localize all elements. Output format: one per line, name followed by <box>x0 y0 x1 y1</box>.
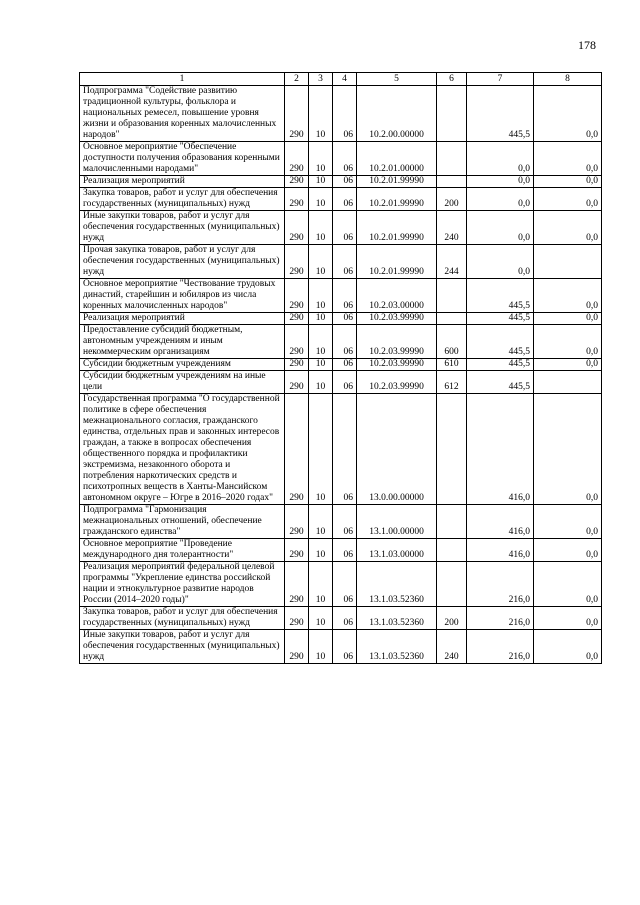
item-name-cell: Субсидии бюджетным учреждениям на иные цели <box>80 371 285 394</box>
expense-type-cell: 612 <box>437 371 467 394</box>
admin-code-cell: 290 <box>285 394 309 505</box>
amount-cell: 0,0 <box>534 279 602 313</box>
amount-cell: 0,0 <box>467 245 534 279</box>
table-row <box>80 539 602 562</box>
item-name-cell: Основное мероприятие "Чествование трудовых династий, старейшин и юбиляров из числа коренных малочисленных народов" <box>80 279 285 313</box>
target-article-cell: 10.2.01.99990 <box>357 245 437 279</box>
admin-code-cell: 290 <box>285 371 309 394</box>
target-article-cell: 13.0.00.00000 <box>357 394 437 505</box>
expense-type-cell: 240 <box>437 630 467 664</box>
admin-code-cell: 290 <box>285 245 309 279</box>
subsection-code-cell: 06 <box>333 142 357 176</box>
target-article-cell: 13.1.03.00000 <box>357 539 437 562</box>
section-code-cell: 10 <box>309 313 333 325</box>
item-name-cell: Закупка товаров, работ и услуг для обеспечения государственных (муниципальных) нужд <box>80 607 285 630</box>
expense-type-cell: 200 <box>437 607 467 630</box>
amount-cell: 0,0 <box>534 607 602 630</box>
item-name-cell: Основное мероприятие "Проведение международного дня толерантности" <box>80 539 285 562</box>
item-name-cell: Реализация мероприятий <box>80 176 285 188</box>
amount-cell: 0,0 <box>534 562 602 607</box>
expense-type-cell: 200 <box>437 188 467 211</box>
admin-code-cell: 290 <box>285 313 309 325</box>
expense-type-cell: 610 <box>437 359 467 371</box>
target-article-cell: 10.2.03.99990 <box>357 371 437 394</box>
amount-cell: 0,0 <box>467 176 534 188</box>
subsection-code-cell: 06 <box>333 211 357 245</box>
section-code-cell: 10 <box>309 607 333 630</box>
amount-cell: 0,0 <box>534 176 602 188</box>
budget-table <box>79 72 602 664</box>
section-code-cell: 10 <box>309 176 333 188</box>
admin-code-cell: 290 <box>285 562 309 607</box>
section-code-cell: 10 <box>309 325 333 359</box>
section-code-cell: 10 <box>309 539 333 562</box>
item-name-cell: Реализация мероприятий федеральной целевой программы "Укрепление единства российской нации и этнокультурное развитие народов России (2014–2020 годы)" <box>80 562 285 607</box>
admin-code-cell: 290 <box>285 86 309 142</box>
subsection-code-cell: 06 <box>333 86 357 142</box>
item-name-cell: Государственная программа "О государственной политике в сфере обеспечения межнационального согласия, гражданского единства, отдельных прав и законных интересов граждан, а также в вопросах обеспечения общественного порядка и профилактики экстремизма, незаконного оборота и потребления наркотических средств и психотропных веществ в Ханты-Мансийском автономном округе – Югре в 2016–2020 годах" <box>80 394 285 505</box>
section-code-cell: 10 <box>309 359 333 371</box>
expense-type-cell: 600 <box>437 325 467 359</box>
table-row <box>80 371 602 394</box>
table-row <box>80 176 602 188</box>
amount-cell <box>534 371 602 394</box>
target-article-cell: 13.1.03.52360 <box>357 630 437 664</box>
subsection-code-cell: 06 <box>333 188 357 211</box>
table-row <box>80 359 602 371</box>
amount-cell: 445,5 <box>467 313 534 325</box>
subsection-code-cell: 06 <box>333 359 357 371</box>
amount-cell: 0,0 <box>534 188 602 211</box>
header-cell: 7 <box>467 73 534 86</box>
subsection-code-cell: 06 <box>333 607 357 630</box>
item-name-cell: Субсидии бюджетным учреждениям <box>80 359 285 371</box>
amount-cell: 0,0 <box>467 188 534 211</box>
item-name-cell: Прочая закупка товаров, работ и услуг для обеспечения государственных (муниципальных) нужд <box>80 245 285 279</box>
expense-type-cell <box>437 176 467 188</box>
amount-cell: 0,0 <box>534 394 602 505</box>
header-cell: 1 <box>80 73 285 86</box>
amount-cell: 416,0 <box>467 394 534 505</box>
table-header-row <box>80 73 602 86</box>
subsection-code-cell: 06 <box>333 394 357 505</box>
item-name-cell: Предоставление субсидий бюджетным, автономным учреждениям и иным некоммерческим организациям <box>80 325 285 359</box>
amount-cell: 0,0 <box>534 630 602 664</box>
amount-cell: 0,0 <box>534 313 602 325</box>
amount-cell: 0,0 <box>534 539 602 562</box>
section-code-cell: 10 <box>309 505 333 539</box>
expense-type-cell: 244 <box>437 245 467 279</box>
table-row <box>80 607 602 630</box>
target-article-cell: 13.1.03.52360 <box>357 607 437 630</box>
admin-code-cell: 290 <box>285 142 309 176</box>
subsection-code-cell: 06 <box>333 245 357 279</box>
amount-cell: 416,0 <box>467 539 534 562</box>
expense-type-cell <box>437 313 467 325</box>
table-row <box>80 505 602 539</box>
expense-type-cell: 240 <box>437 211 467 245</box>
table-row <box>80 313 602 325</box>
header-cell: 2 <box>285 73 309 86</box>
table-row <box>80 630 602 664</box>
page-number: 178 <box>578 38 596 52</box>
amount-cell: 216,0 <box>467 630 534 664</box>
expense-type-cell <box>437 279 467 313</box>
header-cell: 6 <box>437 73 467 86</box>
subsection-code-cell: 06 <box>333 630 357 664</box>
section-code-cell: 10 <box>309 562 333 607</box>
amount-cell: 0,0 <box>467 211 534 245</box>
admin-code-cell: 290 <box>285 279 309 313</box>
table-row <box>80 562 602 607</box>
table-row <box>80 245 602 279</box>
amount-cell <box>534 245 602 279</box>
amount-cell: 445,5 <box>467 325 534 359</box>
amount-cell: 445,5 <box>467 359 534 371</box>
target-article-cell: 10.2.03.00000 <box>357 279 437 313</box>
table-row <box>80 325 602 359</box>
table-row <box>80 188 602 211</box>
amount-cell: 416,0 <box>467 505 534 539</box>
subsection-code-cell: 06 <box>333 562 357 607</box>
header-cell: 8 <box>534 73 602 86</box>
expense-type-cell <box>437 142 467 176</box>
section-code-cell: 10 <box>309 142 333 176</box>
target-article-cell: 10.2.01.99990 <box>357 176 437 188</box>
table-row <box>80 86 602 142</box>
item-name-cell: Подпрограмма "Гармонизация межнациональных отношений, обеспечение гражданского единства" <box>80 505 285 539</box>
table-row <box>80 211 602 245</box>
section-code-cell: 10 <box>309 188 333 211</box>
table-row <box>80 279 602 313</box>
table-body <box>80 86 602 664</box>
expense-type-cell <box>437 562 467 607</box>
amount-cell: 0,0 <box>467 142 534 176</box>
subsection-code-cell: 06 <box>333 505 357 539</box>
amount-cell: 0,0 <box>534 142 602 176</box>
target-article-cell: 10.2.03.99990 <box>357 359 437 371</box>
target-article-cell: 10.2.01.99990 <box>357 188 437 211</box>
subsection-code-cell: 06 <box>333 279 357 313</box>
section-code-cell: 10 <box>309 245 333 279</box>
amount-cell: 0,0 <box>534 505 602 539</box>
amount-cell: 445,5 <box>467 371 534 394</box>
subsection-code-cell: 06 <box>333 176 357 188</box>
item-name-cell: Подпрограмма "Содействие развитию традиционной культуры, фольклора и национальных ремесел, повышение уровня жизни и образования коренных малочисленных народов" <box>80 86 285 142</box>
target-article-cell: 10.2.01.99990 <box>357 211 437 245</box>
item-name-cell: Иные закупки товаров, работ и услуг для обеспечения государственных (муниципальных) нужд <box>80 630 285 664</box>
amount-cell: 0,0 <box>534 211 602 245</box>
admin-code-cell: 290 <box>285 539 309 562</box>
expense-type-cell <box>437 539 467 562</box>
expense-type-cell <box>437 505 467 539</box>
table-row <box>80 394 602 505</box>
subsection-code-cell: 06 <box>333 325 357 359</box>
target-article-cell: 13.1.03.52360 <box>357 562 437 607</box>
admin-code-cell: 290 <box>285 211 309 245</box>
section-code-cell: 10 <box>309 279 333 313</box>
item-name-cell: Закупка товаров, работ и услуг для обеспечения государственных (муниципальных) нужд <box>80 188 285 211</box>
subsection-code-cell: 06 <box>333 539 357 562</box>
amount-cell: 445,5 <box>467 86 534 142</box>
section-code-cell: 10 <box>309 371 333 394</box>
admin-code-cell: 290 <box>285 325 309 359</box>
header-cell: 4 <box>333 73 357 86</box>
table-row <box>80 142 602 176</box>
header-cell: 3 <box>309 73 333 86</box>
amount-cell: 216,0 <box>467 607 534 630</box>
admin-code-cell: 290 <box>285 630 309 664</box>
target-article-cell: 10.2.03.99990 <box>357 313 437 325</box>
subsection-code-cell: 06 <box>333 313 357 325</box>
target-article-cell: 10.2.03.99990 <box>357 325 437 359</box>
section-code-cell: 10 <box>309 630 333 664</box>
expense-type-cell <box>437 86 467 142</box>
admin-code-cell: 290 <box>285 607 309 630</box>
admin-code-cell: 290 <box>285 188 309 211</box>
header-cell: 5 <box>357 73 437 86</box>
section-code-cell: 10 <box>309 211 333 245</box>
admin-code-cell: 290 <box>285 505 309 539</box>
item-name-cell: Иные закупки товаров, работ и услуг для обеспечения государственных (муниципальных) нужд <box>80 211 285 245</box>
amount-cell: 216,0 <box>467 562 534 607</box>
item-name-cell: Основное мероприятие "Обеспечение доступности получения образования коренными малочисленными народами" <box>80 142 285 176</box>
expense-type-cell <box>437 394 467 505</box>
amount-cell: 445,5 <box>467 279 534 313</box>
subsection-code-cell: 06 <box>333 371 357 394</box>
item-name-cell: Реализация мероприятий <box>80 313 285 325</box>
amount-cell: 0,0 <box>534 359 602 371</box>
amount-cell: 0,0 <box>534 325 602 359</box>
amount-cell: 0,0 <box>534 86 602 142</box>
admin-code-cell: 290 <box>285 176 309 188</box>
target-article-cell: 10.2.01.00000 <box>357 142 437 176</box>
admin-code-cell: 290 <box>285 359 309 371</box>
section-code-cell: 10 <box>309 394 333 505</box>
target-article-cell: 13.1.00.00000 <box>357 505 437 539</box>
target-article-cell: 10.2.00.00000 <box>357 86 437 142</box>
section-code-cell: 10 <box>309 86 333 142</box>
